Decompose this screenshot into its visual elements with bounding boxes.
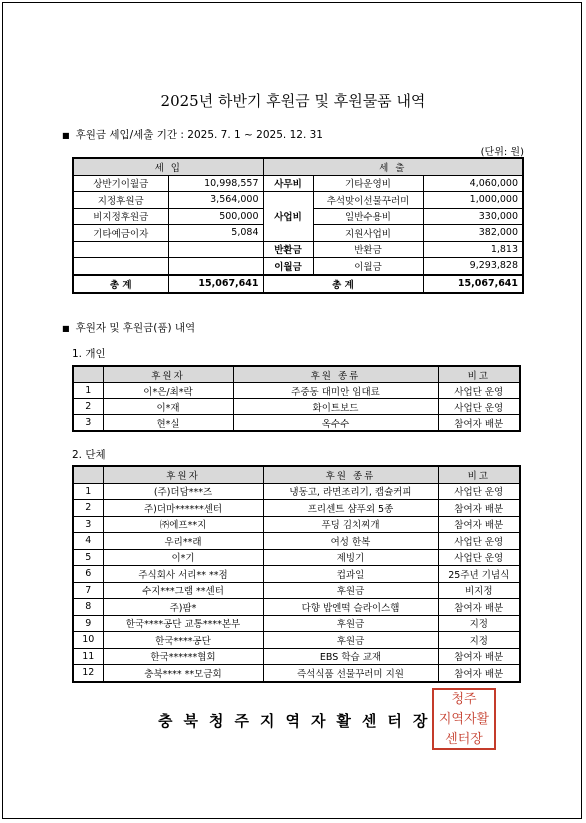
row-number: 2 — [73, 399, 103, 415]
table-row — [73, 533, 520, 550]
donor-name: 한국****공단 교통****본부 — [103, 615, 263, 632]
note: 참여자 배분 — [438, 415, 520, 432]
individual-donors-table — [72, 365, 521, 432]
donor-name: 이*재 — [103, 399, 233, 415]
expense-total: 15,067,641 — [423, 275, 523, 293]
table-row — [73, 500, 520, 517]
document-title: 2025년 하반기 후원금 및 후원물품 내역 — [160, 92, 426, 110]
donation-type: 냉동고, 라면조리기, 캡슐커피 — [263, 483, 438, 500]
donor-name: 현*실 — [103, 415, 233, 432]
table-row — [73, 516, 520, 533]
expense-label: 이월금 — [313, 258, 423, 275]
row-number: 2 — [73, 500, 103, 517]
expense-amount: 330,000 — [423, 208, 523, 225]
income-amount: 5,084 — [168, 225, 263, 242]
expense-category: 사업비 — [263, 192, 313, 242]
group-rows — [73, 483, 520, 682]
donation-type: 후원금 — [263, 615, 438, 632]
donation-type: 화이트보드 — [233, 399, 438, 415]
expense-label: 지원사업비 — [313, 225, 423, 242]
donor-name: 이*은/최*락 — [103, 383, 233, 399]
table-row — [73, 582, 520, 599]
donation-type: EBS 학습 교재 — [263, 648, 438, 665]
col-header-type: 후원 종류 — [263, 466, 438, 483]
row-number: 11 — [73, 648, 103, 665]
table-row — [73, 566, 520, 583]
income-amount: 500,000 — [168, 208, 263, 225]
col-header-note: 비고 — [438, 366, 520, 383]
empty-cell — [168, 258, 263, 275]
note: 참여자 배분 — [438, 500, 520, 517]
empty-cell — [73, 258, 168, 275]
note: 참여자 배분 — [438, 665, 520, 682]
donation-type: 후원금 — [263, 632, 438, 649]
note: 사업단 운영 — [438, 533, 520, 550]
donation-type: 제빙기 — [263, 549, 438, 566]
income-label: 상반기이월금 — [73, 175, 168, 192]
note: 참여자 배분 — [438, 516, 520, 533]
bullet-square-icon: ■ — [62, 324, 70, 333]
donor-name: 주)팜* — [103, 599, 263, 616]
income-total: 15,067,641 — [168, 275, 263, 293]
empty-cell — [168, 241, 263, 258]
row-number: 4 — [73, 533, 103, 550]
col-header-donor: 후원자 — [103, 466, 263, 483]
donation-type: 다향 밥엔떡 슬라이스햄 — [263, 599, 438, 616]
income-label: 비지정후원금 — [73, 208, 168, 225]
table-row — [73, 648, 520, 665]
income-label: 기타예금이자 — [73, 225, 168, 242]
income-label: 지정후원금 — [73, 192, 168, 209]
note: 지정 — [438, 632, 520, 649]
row-number: 3 — [73, 516, 103, 533]
empty-cell — [73, 241, 168, 258]
individual-rows — [73, 383, 520, 432]
donation-type: 옥수수 — [233, 415, 438, 432]
donation-type: 푸딩 김치찌개 — [263, 516, 438, 533]
note: 비지정 — [438, 582, 520, 599]
donation-type: 주중동 대미안 임대료 — [233, 383, 438, 399]
unit-label: (단위: 원) — [480, 147, 524, 158]
expense-amount: 1,813 — [423, 241, 523, 258]
group-donors-table — [72, 465, 521, 683]
note: 참여자 배분 — [438, 599, 520, 616]
col-header-donor: 후원자 — [103, 366, 233, 383]
row-number: 9 — [73, 615, 103, 632]
row-number: 7 — [73, 582, 103, 599]
donor-name: (주)더담***즈 — [103, 483, 263, 500]
row-number: 5 — [73, 549, 103, 566]
section2-heading — [62, 320, 195, 335]
bullet-square-icon: ■ — [62, 131, 70, 140]
donation-type: 프리센트 샴푸외 5종 — [263, 500, 438, 517]
expense-header: 세 출 — [263, 158, 523, 175]
donation-type: 여성 한복 — [263, 533, 438, 550]
donation-type: 후원금 — [263, 582, 438, 599]
expense-label: 기타운영비 — [313, 175, 423, 192]
section1-heading — [62, 127, 323, 142]
row-number: 10 — [73, 632, 103, 649]
official-seal-stamp: 청주 지역자활 센터장 — [432, 688, 496, 750]
expense-total-label: 총 계 — [263, 275, 423, 293]
row-number: 1 — [73, 383, 103, 399]
section1-label: 후원금 세입/세출 기간 : 2025. 7. 1 ~ 2025. 12. 31 — [75, 129, 323, 141]
expense-label: 추석맞이선물꾸러미 — [313, 192, 423, 209]
expense-category: 이월금 — [263, 258, 313, 275]
donation-type: 즉석식품 선물꾸러미 지원 — [263, 665, 438, 682]
income-amount: 3,564,000 — [168, 192, 263, 209]
table-row — [73, 483, 520, 500]
table-row — [73, 383, 520, 399]
row-number: 12 — [73, 665, 103, 682]
finance-table — [72, 157, 524, 294]
note: 지정 — [438, 615, 520, 632]
expense-label: 일반수용비 — [313, 208, 423, 225]
income-amount: 10,998,557 — [168, 175, 263, 192]
donor-name: 이*기 — [103, 549, 263, 566]
donor-name: 주식회사 서리** **점 — [103, 566, 263, 583]
expense-amount: 382,000 — [423, 225, 523, 242]
note: 사업단 운영 — [438, 399, 520, 415]
note: 사업단 운영 — [438, 383, 520, 399]
income-total-label: 총 계 — [73, 275, 168, 293]
donor-name: 우리**래 — [103, 533, 263, 550]
expense-label: 반환금 — [313, 241, 423, 258]
donor-name: 주)더마******센터 — [103, 500, 263, 517]
donor-name: 한국****공단 — [103, 632, 263, 649]
expense-amount: 9,293,828 — [423, 258, 523, 275]
note: 25주년 기념식 — [438, 566, 520, 583]
organization-signature: 충북청주지역자활센터장 — [158, 712, 439, 730]
donor-name: 충북**** **모금회 — [103, 665, 263, 682]
row-number: 1 — [73, 483, 103, 500]
income-header: 세 입 — [73, 158, 263, 175]
col-header-type: 후원 종류 — [233, 366, 438, 383]
row-number: 6 — [73, 566, 103, 583]
table-row — [73, 665, 520, 682]
expense-amount: 4,060,000 — [423, 175, 523, 192]
note: 참여자 배분 — [438, 648, 520, 665]
table-row — [73, 615, 520, 632]
donor-name: 한국******협회 — [103, 648, 263, 665]
donor-name: ㈜에프**지 — [103, 516, 263, 533]
section2-label: 후원자 및 후원금(품) 내역 — [75, 322, 196, 334]
table-row — [73, 599, 520, 616]
donation-type: 컵과일 — [263, 566, 438, 583]
row-number: 8 — [73, 599, 103, 616]
expense-category: 반환금 — [263, 241, 313, 258]
col-header-number — [73, 366, 103, 383]
individual-subheading: 1. 개인 — [72, 348, 106, 360]
table-row — [73, 632, 520, 649]
expense-category: 사무비 — [263, 175, 313, 192]
row-number: 3 — [73, 415, 103, 432]
group-subheading: 2. 단체 — [72, 449, 106, 461]
table-row — [73, 399, 520, 415]
note: 사업단 운영 — [438, 549, 520, 566]
col-header-number — [73, 466, 103, 483]
col-header-note: 비고 — [438, 466, 520, 483]
expense-amount: 1,000,000 — [423, 192, 523, 209]
table-row — [73, 549, 520, 566]
donor-name: 수지***그램 **센터 — [103, 582, 263, 599]
note: 사업단 운영 — [438, 483, 520, 500]
table-row — [73, 415, 520, 432]
